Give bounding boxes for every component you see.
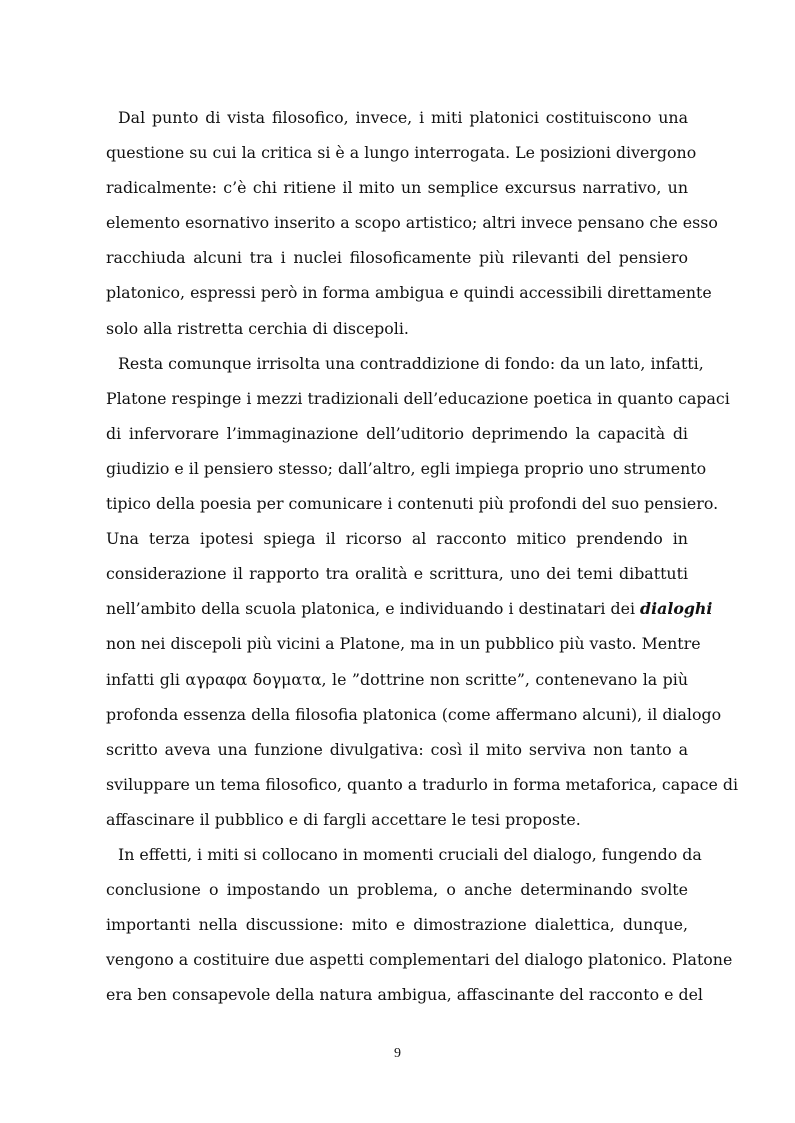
text-line: sviluppare un tema filosofico, quanto a tradurlo in forma metaforica, capace di — [106, 774, 739, 794]
text-line: tipico della poesia per comunicare i contenuti più profondi del suo pensiero. — [106, 494, 719, 514]
text-line: radicalmente: c’è chi ritiene il mito un semplice excursus narrativo, un — [106, 178, 688, 198]
text-line: profonda essenza della filosofia platonica (come affermano alcuni), il dialogo — [106, 704, 722, 724]
text-line: non nei discepoli più vicini a Platone, ma in un pubblico più vasto. Mentre — [106, 634, 701, 654]
text-line: di infervorare l’immaginazione dell’uditorio deprimendo la capacità di — [106, 423, 688, 443]
text-line: questione su cui la critica si è a lungo interrogata. Le posizioni divergono — [106, 143, 697, 163]
text-line: Una terza ipotesi spiega il ricorso al racconto mitico prendendo in — [106, 529, 688, 549]
text-line: era ben consapevole della natura ambigua, affascinante del racconto e del — [106, 985, 703, 1005]
text-line: importanti nella discussione: mito e dimostrazione dialettica, dunque, — [106, 915, 688, 935]
text-line: elemento esornativo inserito a scopo artistico; altri invece pensano che esso — [106, 213, 718, 233]
text-line: affascinare il pubblico e di fargli accettare le tesi proposte. — [106, 809, 581, 829]
text-line: In effetti, i miti si collocano in momenti cruciali del dialogo, fungendo da — [118, 844, 702, 864]
text-line: vengono a costituire due aspetti complementari del dialogo platonico. Platone — [106, 950, 733, 970]
text-line: giudizio e il pensiero stesso; dall’altro, egli impiega proprio uno strumento — [106, 458, 707, 478]
text-line: infatti gli αγραφα δογματα, le ”dottrine non scritte”, contenevano la più — [106, 669, 688, 689]
text-segment: nell’ambito della scuola platonica, e individuando i destinatari dei — [106, 599, 641, 619]
text-line: Platone respinge i mezzi tradizionali dell’educazione poetica in quanto capaci — [106, 388, 730, 408]
page-number: 9 — [394, 1046, 401, 1061]
document-body — [106, 100, 739, 1012]
text-line-with-emphasis — [106, 591, 713, 626]
text-line: solo alla ristretta cerchia di discepoli. — [106, 318, 409, 338]
text-line: Dal punto di vista filosofico, invece, i miti platonici costituiscono una — [118, 108, 688, 127]
text-line: Resta comunque irrisolta una contraddizione di fondo: da un lato, infatti, — [118, 353, 704, 373]
text-line: platonico, espressi però in forma ambigua e quindi accessibili direttamente — [106, 283, 712, 303]
text-line: racchiuda alcuni tra i nuclei filosoficamente più rilevanti del pensiero — [106, 248, 688, 268]
text-line: scritto aveva una funzione divulgativa: così il mito serviva non tanto a — [106, 739, 688, 759]
text-line: conclusione o impostando un problema, o anche determinando svolte — [106, 880, 688, 900]
emphasized-term: dialoghi — [640, 599, 713, 619]
text-line: considerazione il rapporto tra oralità e scrittura, uno dei temi dibattuti — [106, 564, 688, 584]
